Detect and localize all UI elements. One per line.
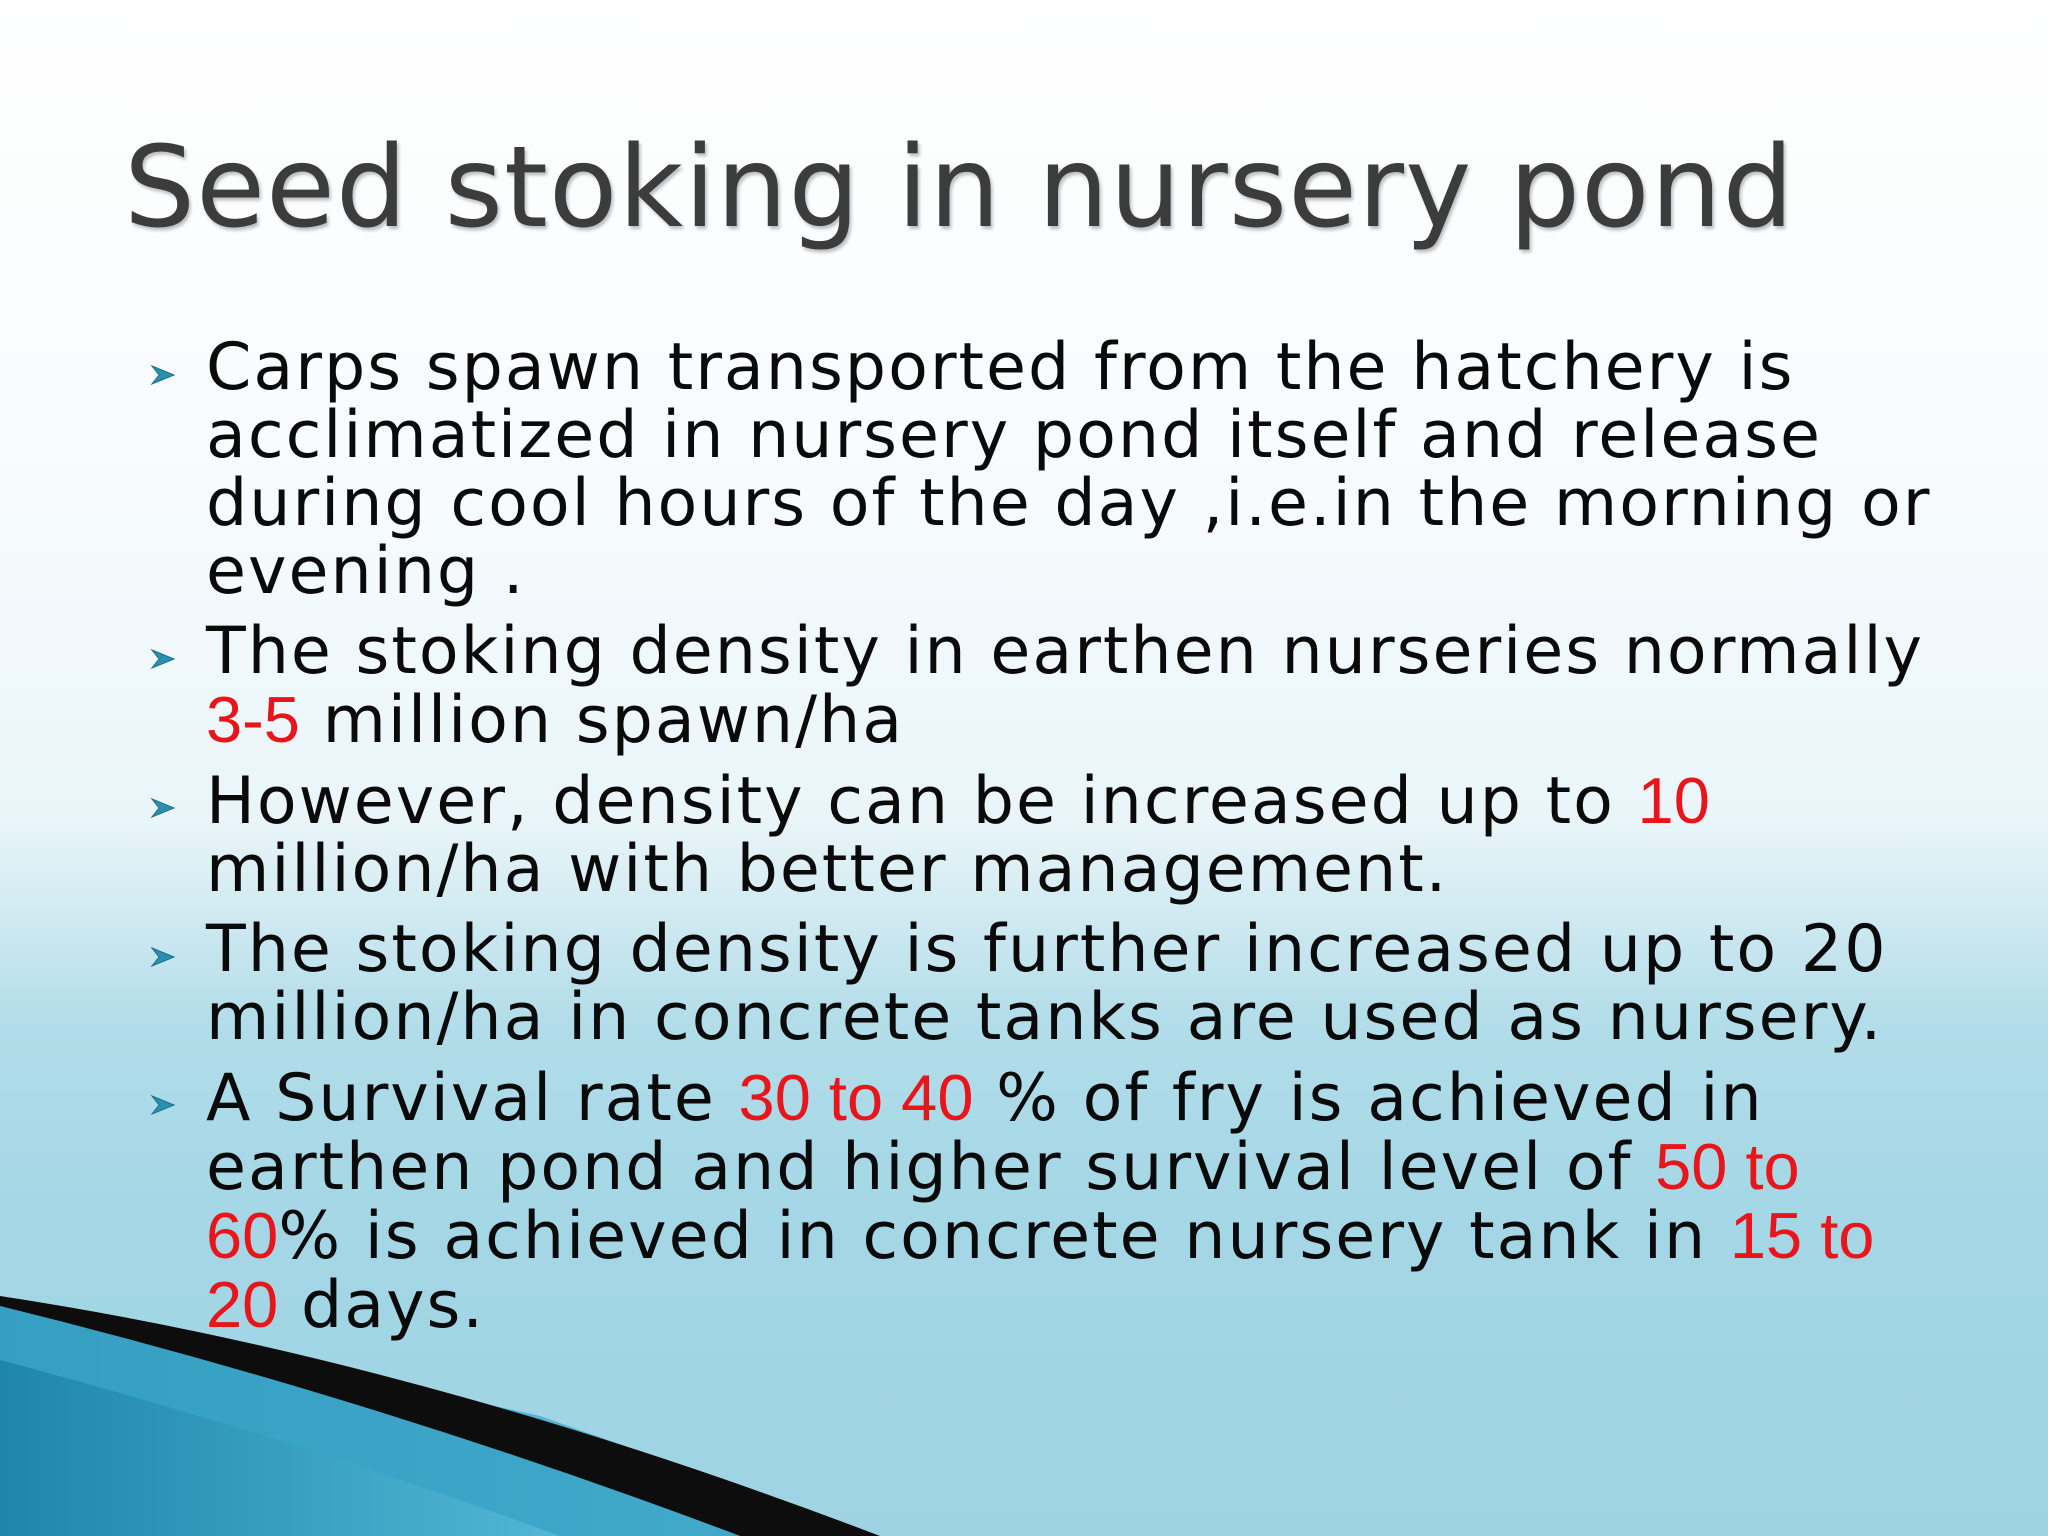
bullet-text: % is achieved in concrete nursery tank in bbox=[278, 1199, 1730, 1274]
highlight-value: 15 to 20 bbox=[206, 1199, 1875, 1341]
chevron-right-icon bbox=[150, 648, 176, 670]
bullet-item bbox=[150, 1061, 1950, 1343]
bullet-text: A Survival rate bbox=[206, 1061, 739, 1136]
slide-title: Seed stoking in nursery pond bbox=[124, 123, 1795, 253]
highlight-value: 50 to 60 bbox=[206, 1130, 1800, 1272]
bullet-item bbox=[150, 764, 1950, 907]
highlight-value: 30 to 40 bbox=[738, 1061, 974, 1134]
highlight-value: 3-5 bbox=[206, 683, 300, 756]
bullet-item bbox=[150, 330, 1950, 609]
bullet-text: million spawn/ha bbox=[299, 683, 905, 758]
bullet-text: % of fry is achieved in earthen pond and higher survival level of bbox=[206, 1061, 1764, 1205]
bullet-text: However, density can be increased up to bbox=[206, 764, 1638, 839]
chevron-right-icon bbox=[150, 364, 176, 386]
bullet-item bbox=[150, 614, 1950, 758]
bullet-text: The stoking density is further increased up to 20 million/ha in concrete tanks are used as nursery. bbox=[206, 912, 1888, 1055]
chevron-right-icon bbox=[150, 797, 176, 819]
bullet-text: The stoking density in earthen nurseries normally bbox=[206, 614, 1925, 689]
chevron-right-icon bbox=[150, 946, 176, 968]
highlight-value: 10 bbox=[1637, 764, 1710, 837]
bullet-text: days. bbox=[278, 1268, 486, 1343]
bullet-text: million/ha with better management. bbox=[206, 832, 1449, 907]
bullet-item bbox=[150, 912, 1950, 1055]
chevron-right-icon bbox=[150, 1094, 176, 1116]
bullet-text: Carps spawn transported from the hatchery is acclimatized in nursery pond itself and release during cool hours of the day ,i.e.in the morning or evening . bbox=[206, 330, 1932, 609]
bullet-list bbox=[150, 330, 1950, 1352]
